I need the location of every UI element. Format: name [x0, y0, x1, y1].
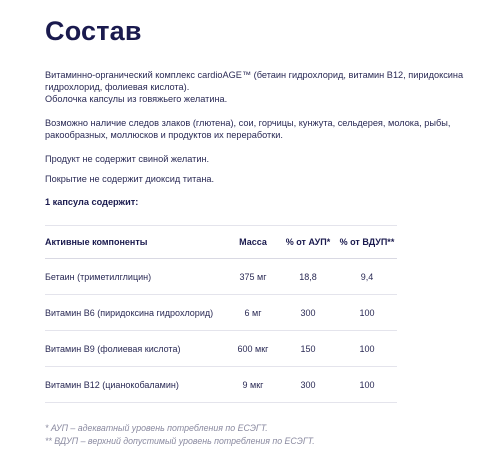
- cell-vdup: 100: [359, 343, 375, 354]
- cell-mass: 9 мкг: [242, 379, 264, 390]
- header-mass: Масса: [239, 237, 267, 247]
- ingredients-line-3: Оболочка капсулы из говяжьего желатина.: [45, 94, 228, 104]
- cell-mass: 6 мг: [244, 307, 262, 318]
- ingredients-line-1: Витаминно-органический комплекс cardioAGE™ (бетаин гидрохлорид, витамин В12, пиридоксина: [45, 70, 464, 80]
- ingredients-paragraph: [45, 69, 475, 105]
- footnote-vdup: ** ВДУП – верхний допустимый уровень потребления по ЕСЭГТ.: [45, 436, 315, 446]
- table-header-row: [45, 225, 397, 259]
- cell-vdup: 9,4: [360, 271, 374, 282]
- components-table: [45, 225, 397, 403]
- cell-aup: 300: [300, 379, 316, 390]
- table-row: [45, 367, 397, 403]
- cell-component: Витамин В9 (фолиевая кислота): [45, 343, 181, 354]
- ingredients-line-2: гидрохлорид, фолиевая кислота).: [45, 82, 190, 92]
- no-titanium-note: Покрытие не содержит диоксид титана.: [45, 174, 215, 184]
- allergens-paragraph: [45, 117, 475, 141]
- header-vdup: % от ВДУП**: [339, 237, 395, 247]
- capsule-contains-heading: 1 капсула содержит:: [45, 197, 139, 207]
- cell-aup: 150: [300, 343, 316, 354]
- cell-vdup: 100: [359, 307, 375, 318]
- table-row: [45, 295, 397, 331]
- cell-component: Витамин В6 (пиридоксина гидрохлорид): [45, 307, 214, 318]
- allergens-line-2: ракообразных, моллюсков и продуктов их переработки.: [45, 130, 283, 140]
- cell-vdup: 100: [359, 379, 375, 390]
- footnotes: [45, 422, 315, 448]
- footnote-aup: * АУП – адекватный уровень потребления по ЕСЭГТ.: [45, 423, 268, 433]
- cell-aup: 18,8: [299, 271, 317, 282]
- no-pork-gelatin-note: Продукт не содержит свиной желатин.: [45, 154, 210, 164]
- cell-aup: 300: [300, 307, 316, 318]
- cell-mass: 375 мг: [239, 271, 267, 282]
- table-row: [45, 331, 397, 367]
- cell-component: Витамин В12 (цианокобаламин): [45, 379, 179, 390]
- header-components: Активные компоненты: [45, 237, 148, 247]
- cell-component: Бетаин (триметилглицин): [45, 271, 152, 282]
- table-row: [45, 259, 397, 295]
- page-title: Состав: [45, 16, 142, 46]
- cell-mass: 600 мкг: [237, 343, 269, 354]
- allergens-line-1: Возможно наличие следов злаков (глютена), сои, горчицы, кунжута, сельдерея, молока, рыбы,: [45, 118, 451, 128]
- header-aup: % от АУП*: [285, 237, 331, 247]
